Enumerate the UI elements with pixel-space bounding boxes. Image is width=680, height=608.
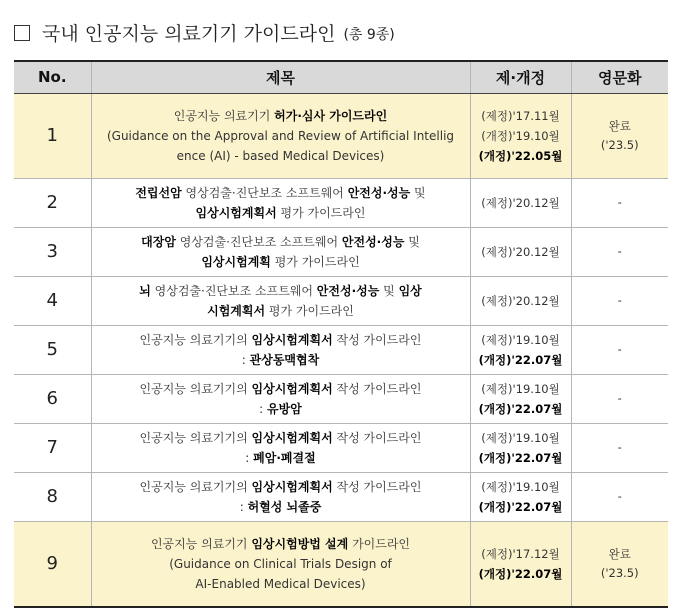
row-number: 7 bbox=[14, 423, 91, 472]
row-english-status bbox=[571, 521, 668, 607]
row-revision bbox=[470, 423, 571, 472]
title-text: 가이드라인 bbox=[348, 536, 411, 551]
heading-title: 국내 인공지능 의료기기 가이드라인 bbox=[42, 22, 336, 45]
english-status-text: - bbox=[617, 195, 622, 209]
guideline-table bbox=[14, 60, 668, 608]
row-english-status bbox=[571, 276, 668, 325]
row-number: 6 bbox=[14, 374, 91, 423]
row-title bbox=[91, 178, 470, 227]
english-status-text: - bbox=[617, 244, 622, 258]
revision-entry: (제정)'19.10월 bbox=[481, 381, 560, 396]
title-line bbox=[96, 183, 466, 203]
title-line bbox=[96, 252, 466, 272]
row-revision bbox=[470, 472, 571, 521]
title-text: : bbox=[259, 401, 268, 416]
row-title bbox=[91, 423, 470, 472]
english-status-text: 완료 bbox=[608, 118, 631, 133]
row-number: 3 bbox=[14, 227, 91, 276]
title-text: (Guidance on the Approval and Review of Artificial Intellig bbox=[106, 128, 455, 143]
row-number: 4 bbox=[14, 276, 91, 325]
table-row bbox=[14, 227, 668, 276]
title-text: : bbox=[241, 352, 250, 367]
row-title bbox=[91, 276, 470, 325]
row-title bbox=[91, 472, 470, 521]
title-text: 영상검출·진단보조 소프트웨어 bbox=[150, 283, 317, 298]
header-english: 영문화 bbox=[571, 61, 668, 93]
title-emphasis: 임상시험방법 설계 bbox=[251, 536, 349, 551]
title-text: 인공지능 의료기기의 bbox=[139, 381, 252, 396]
header-title: 제목 bbox=[91, 61, 470, 93]
row-revision bbox=[470, 93, 571, 178]
title-line bbox=[96, 301, 466, 321]
revision-entry: (제정)'20.12월 bbox=[481, 293, 560, 308]
row-revision bbox=[470, 325, 571, 374]
english-status-text: - bbox=[617, 342, 622, 356]
row-revision bbox=[470, 374, 571, 423]
row-title bbox=[91, 227, 470, 276]
title-line bbox=[96, 399, 466, 419]
title-emphasis: 뇌 bbox=[139, 283, 151, 298]
revision-latest: (개정)'22.07월 bbox=[478, 566, 563, 581]
title-emphasis: 임상시험계획서 bbox=[251, 430, 333, 445]
english-status-text: ('23.5) bbox=[600, 565, 639, 580]
title-line bbox=[96, 350, 466, 370]
row-number: 5 bbox=[14, 325, 91, 374]
header-revision: 제·개정 bbox=[470, 61, 571, 93]
title-text: 작성 가이드라인 bbox=[332, 430, 422, 445]
row-english-status bbox=[571, 472, 668, 521]
title-emphasis: 유방암 bbox=[267, 401, 302, 416]
revision-entry: (제정)'17.12월 bbox=[481, 546, 560, 561]
title-emphasis: 폐암·폐결절 bbox=[253, 450, 316, 465]
row-title bbox=[91, 93, 470, 178]
title-emphasis: 임상시험계획서 bbox=[251, 381, 333, 396]
title-line bbox=[96, 379, 466, 399]
revision-latest: (개정)'22.07월 bbox=[478, 450, 563, 465]
row-english-status bbox=[571, 227, 668, 276]
table-header-row bbox=[14, 61, 668, 93]
title-text: 평가 가이드라인 bbox=[270, 254, 360, 269]
revision-entry: (제정)'20.12월 bbox=[481, 244, 560, 259]
title-line bbox=[96, 497, 466, 517]
table-row bbox=[14, 93, 668, 178]
table-row bbox=[14, 521, 668, 607]
row-english-status bbox=[571, 374, 668, 423]
row-number: 1 bbox=[14, 93, 91, 178]
english-status-text: - bbox=[617, 293, 622, 307]
row-english-status bbox=[571, 325, 668, 374]
title-emphasis: 임상시험계획서 bbox=[251, 332, 333, 347]
row-number: 8 bbox=[14, 472, 91, 521]
title-line bbox=[96, 232, 466, 252]
title-emphasis: 시험계획서 bbox=[207, 303, 266, 318]
title-text: 인공지능 의료기기 bbox=[150, 536, 252, 551]
english-status-text: - bbox=[617, 391, 622, 405]
title-line bbox=[96, 330, 466, 350]
title-line bbox=[96, 554, 466, 574]
title-text: 작성 가이드라인 bbox=[332, 381, 422, 396]
revision-latest: (개정)'22.05월 bbox=[478, 148, 563, 163]
table-row bbox=[14, 325, 668, 374]
title-emphasis: 안전성·성능 bbox=[316, 283, 380, 298]
row-title bbox=[91, 521, 470, 607]
page-heading bbox=[14, 14, 395, 50]
row-title bbox=[91, 325, 470, 374]
title-text: 인공지능 의료기기 bbox=[173, 108, 275, 123]
title-emphasis: 안전성·성능 bbox=[347, 185, 411, 200]
title-text: 작성 가이드라인 bbox=[332, 479, 422, 494]
english-status-text: - bbox=[617, 440, 622, 454]
title-line bbox=[96, 428, 466, 448]
title-text: 영상검출·진단보조 소프트웨어 bbox=[181, 185, 348, 200]
revision-entry: (개정)'19.10월 bbox=[481, 128, 560, 143]
title-emphasis: 임상시험계획 bbox=[201, 254, 271, 269]
title-emphasis: 임상시험계획서 bbox=[251, 479, 333, 494]
title-text: 및 bbox=[379, 283, 399, 298]
revision-latest: (개정)'22.07월 bbox=[478, 352, 563, 367]
title-text: 및 bbox=[404, 234, 420, 249]
row-revision bbox=[470, 227, 571, 276]
table-row bbox=[14, 276, 668, 325]
revision-entry: (제정)'19.10월 bbox=[481, 479, 560, 494]
english-status-text: ('23.5) bbox=[600, 137, 639, 152]
title-text: : bbox=[245, 450, 254, 465]
title-text: 영상검출·진단보조 소프트웨어 bbox=[175, 234, 342, 249]
table-row bbox=[14, 374, 668, 423]
revision-entry: (제정)'17.11월 bbox=[481, 108, 560, 123]
title-text: 평가 가이드라인 bbox=[276, 205, 366, 220]
revision-latest: (개정)'22.07월 bbox=[478, 499, 563, 514]
row-english-status bbox=[571, 423, 668, 472]
title-text: 평가 가이드라인 bbox=[265, 303, 354, 318]
title-line bbox=[96, 534, 466, 554]
title-text: 작성 가이드라인 bbox=[332, 332, 422, 347]
table-row bbox=[14, 472, 668, 521]
title-line bbox=[96, 448, 466, 468]
title-text: AI-Enabled Medical Devices) bbox=[195, 576, 366, 591]
title-emphasis: 전립선암 bbox=[135, 185, 182, 200]
row-number: 2 bbox=[14, 178, 91, 227]
header-no: No. bbox=[14, 61, 91, 93]
revision-latest: (개정)'22.07월 bbox=[478, 401, 563, 416]
english-status-text: - bbox=[617, 489, 622, 503]
title-emphasis: 임상 bbox=[398, 283, 422, 298]
title-line bbox=[96, 203, 466, 223]
title-text: 및 bbox=[410, 185, 426, 200]
title-emphasis: 관상동맥협착 bbox=[249, 352, 320, 367]
table-body bbox=[14, 93, 668, 607]
title-text: ence (AI) - based Medical Devices) bbox=[176, 148, 385, 163]
title-emphasis: 안전성·성능 bbox=[341, 234, 405, 249]
title-line bbox=[96, 106, 466, 126]
title-line bbox=[96, 477, 466, 497]
revision-entry: (제정)'19.10월 bbox=[481, 430, 560, 445]
heading-subtitle: (총 9종) bbox=[343, 26, 395, 43]
title-emphasis: 대장암 bbox=[141, 234, 176, 249]
checkbox-square-icon bbox=[14, 25, 30, 41]
row-revision bbox=[470, 521, 571, 607]
row-revision bbox=[470, 178, 571, 227]
title-text: (Guidance on Clinical Trials Design of bbox=[169, 556, 392, 571]
row-english-status bbox=[571, 178, 668, 227]
title-emphasis: 허혈성 뇌졸중 bbox=[247, 499, 322, 514]
row-title bbox=[91, 374, 470, 423]
title-emphasis: 허가·심사 가이드라인 bbox=[274, 108, 388, 123]
revision-entry: (제정)'20.12월 bbox=[481, 195, 560, 210]
row-number: 9 bbox=[14, 521, 91, 607]
title-text: 인공지능 의료기기의 bbox=[139, 479, 252, 494]
title-line bbox=[96, 146, 466, 166]
title-text: 인공지능 의료기기의 bbox=[139, 430, 252, 445]
title-line bbox=[96, 126, 466, 146]
title-emphasis: 임상시험계획서 bbox=[195, 205, 277, 220]
table-row bbox=[14, 178, 668, 227]
title-line bbox=[96, 281, 466, 301]
title-text: 인공지능 의료기기의 bbox=[139, 332, 252, 347]
row-revision bbox=[470, 276, 571, 325]
title-text: : bbox=[239, 499, 248, 514]
table-row bbox=[14, 423, 668, 472]
english-status-text: 완료 bbox=[608, 546, 631, 561]
row-english-status bbox=[571, 93, 668, 178]
title-line bbox=[96, 574, 466, 594]
revision-entry: (제정)'19.10월 bbox=[481, 332, 560, 347]
